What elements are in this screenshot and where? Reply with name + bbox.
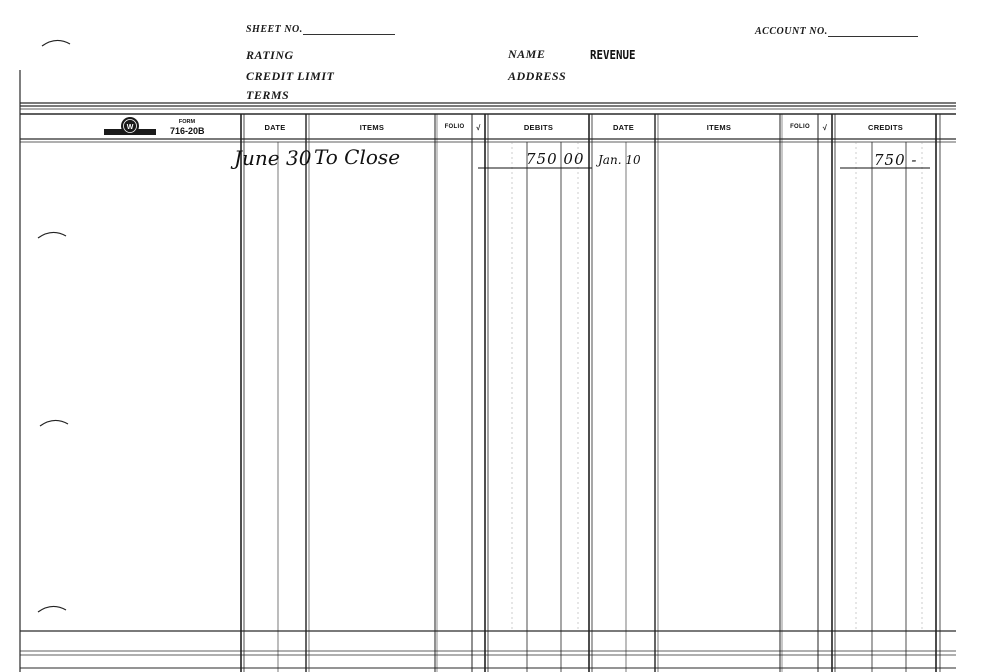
- form-number: 716-20B: [170, 126, 205, 136]
- col-header-items-left: ITEMS: [359, 122, 385, 132]
- col-header-date-right: DATE: [612, 122, 635, 132]
- form-label: FORM: [178, 119, 196, 125]
- svg-text:W: W: [126, 124, 134, 131]
- credit-limit-label: CREDIT LIMIT: [246, 69, 335, 83]
- debit-entry-amount: 750 00: [526, 150, 585, 168]
- col-header-debits: DEBITS: [523, 122, 554, 132]
- col-header-credits: CREDITS: [867, 122, 904, 132]
- col-header-folio-right: FOLIO: [790, 124, 810, 130]
- account-no-line: [828, 36, 918, 37]
- credit-entry-amount: 750 -: [874, 151, 918, 169]
- col-header-folio-left: FOLIO: [444, 124, 465, 130]
- col-header-check-right: √: [822, 122, 828, 132]
- credit-entry-date: Jan. 10: [598, 153, 641, 167]
- form-logo: [104, 117, 156, 137]
- account-no-label: ACCOUNT NO.: [755, 26, 828, 37]
- debit-entry-item: To Close: [314, 145, 401, 169]
- terms-label: TERMS: [246, 88, 290, 102]
- sheet-no-label: SHEET NO.: [246, 24, 303, 35]
- name-label: NAME: [508, 47, 546, 61]
- col-header-check-left: √: [476, 122, 481, 132]
- col-header-items-right: ITEMS: [706, 122, 732, 132]
- rating-label: RATING: [246, 48, 294, 62]
- col-header-date-left: DATE: [264, 122, 286, 132]
- sheet-no-line: [303, 34, 395, 35]
- debit-entry-date: June 30: [234, 146, 312, 170]
- account-name-value: REVENUE: [590, 48, 636, 62]
- address-label: ADDRESS: [508, 69, 567, 83]
